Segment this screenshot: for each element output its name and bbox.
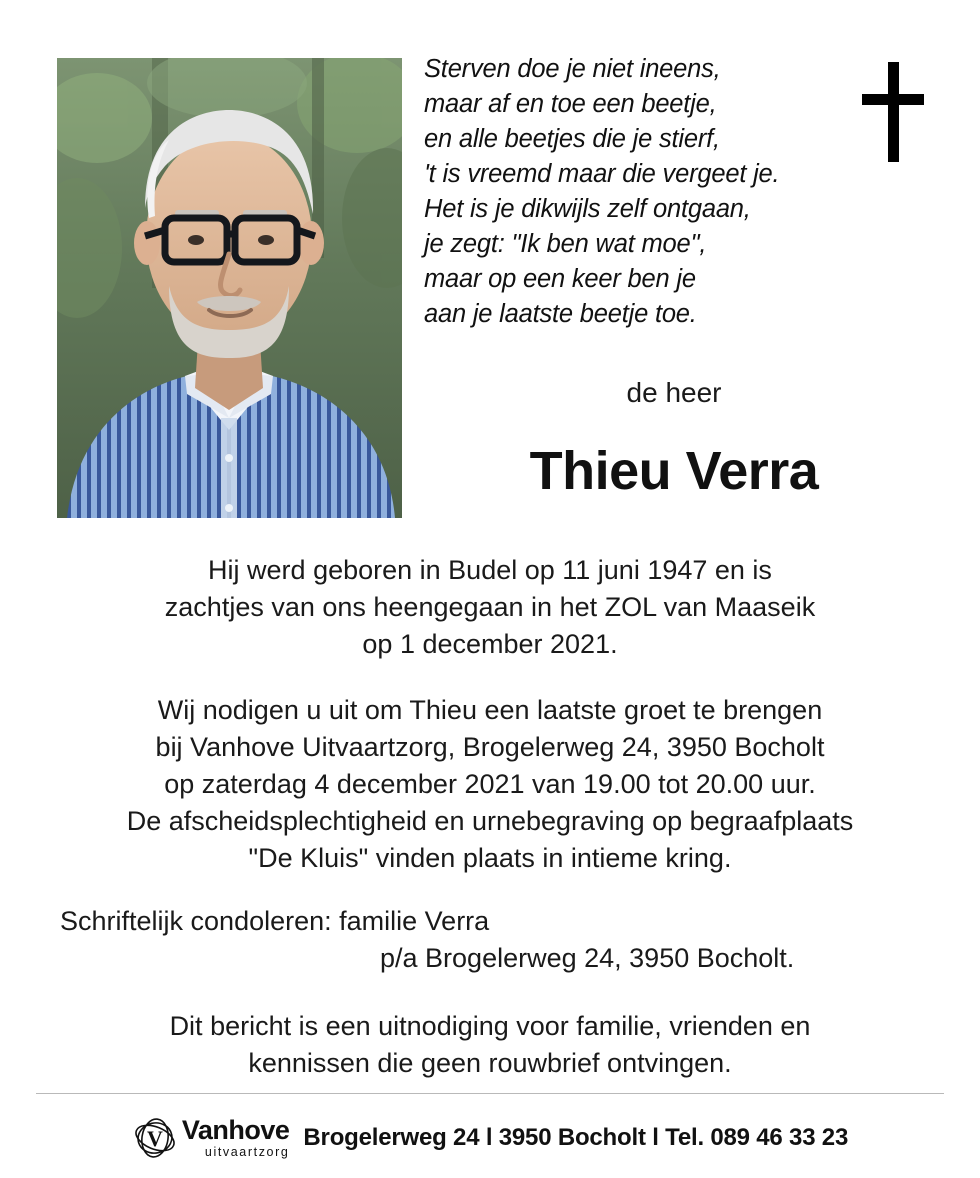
invitation-line: op zaterdag 4 december 2021 van 19.00 tot 20.00 uur. (164, 769, 816, 799)
poem-line: Het is je dikwijls zelf ontgaan, (424, 195, 751, 223)
deceased-name: Thieu Verra (529, 441, 819, 501)
poem-line: Sterven doe je niet ineens, (424, 55, 721, 83)
invitation-line: Wij nodigen u uit om Thieu een laatste groet te brengen (157, 695, 823, 725)
poem-line: maar op een keer ben je (424, 265, 696, 293)
vanhove-logo (132, 1115, 290, 1161)
footer-address: Brogelerweg 24 l 3950 Bocholt l Tel. 089 46 33 23 (303, 1124, 849, 1151)
invitation-line: "De Kluis" vinden plaats in intieme kring. (248, 843, 732, 873)
poem (424, 52, 854, 332)
portrait-photo (57, 58, 402, 518)
note-line: kennissen die geen rouwbrief ontvingen. (248, 1048, 732, 1078)
condolences-address: p/a Brogelerweg 24, 3950 Bocholt. (380, 943, 795, 973)
logo-name: Vanhove (181, 1115, 290, 1146)
invitation-line: bij Vanhove Uitvaartzorg, Brogelerweg 24, 3950 Bocholt (155, 732, 825, 762)
condolences-line: Schriftelijk condoleren: familie Verra (60, 906, 490, 936)
birth-death-line: zachtjes van ons heengegaan in het ZOL van Maaseik (164, 592, 816, 622)
poem-line: maar af en toe een beetje, (424, 90, 717, 118)
footer (0, 1103, 980, 1173)
invitation-line: De afscheidsplechtigheid en urnebegraving op begraafplaats (126, 806, 854, 836)
poem-line: 't is vreemd maar die vergeet je. (424, 160, 780, 188)
footer-divider (36, 1093, 944, 1094)
salutation: de heer (626, 377, 722, 408)
logo-subtitle: uitvaartzorg (204, 1145, 290, 1160)
invitation-block (0, 692, 980, 877)
condolences-block (0, 903, 920, 977)
birth-death-line: Hij werd geboren in Budel op 11 juni 1947 en is (208, 555, 772, 585)
poem-line: en alle beetjes die je stierf, (424, 125, 720, 153)
vanhove-logo-icon (132, 1115, 178, 1161)
poem-line: je zegt: "Ik ben wat moe", (424, 230, 707, 258)
note-line: Dit bericht is een uitnodiging voor familie, vrienden en (169, 1011, 811, 1041)
birth-death-block (0, 552, 980, 663)
header-area (0, 0, 980, 540)
birth-death-line: op 1 december 2021. (362, 629, 618, 659)
christian-cross-icon (862, 62, 924, 162)
svg-text:V: V (146, 1126, 163, 1151)
note-block (0, 1008, 980, 1082)
poem-line: aan je laatste beetje toe. (424, 300, 697, 328)
